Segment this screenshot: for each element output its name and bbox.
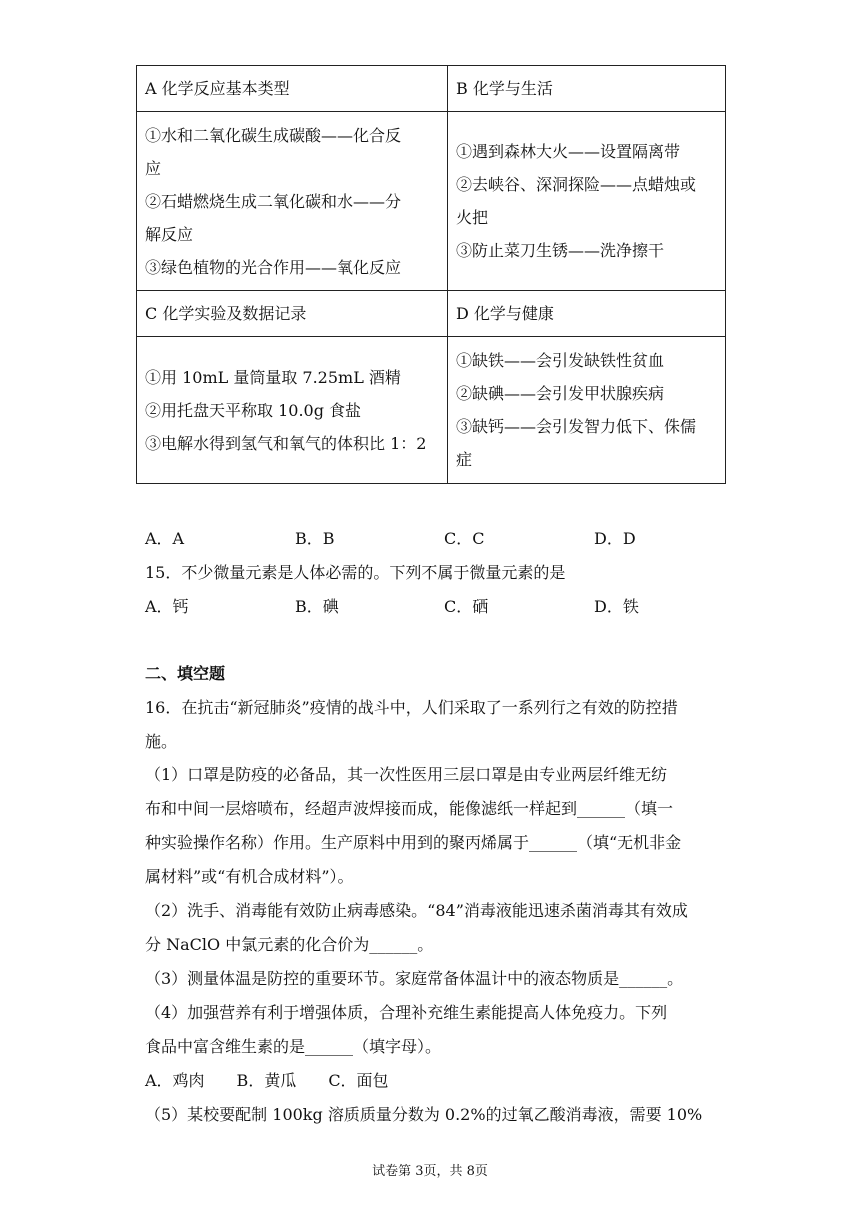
cell-b-line: ①遇到森林大火——设置隔离带: [456, 142, 681, 161]
cell-b-line: ③防止菜刀生锈——洗净擦干: [456, 241, 665, 260]
cell-d-line: ③缺钙——会引发智力低下、侏儒: [456, 417, 697, 436]
section-title: 二、填空题: [145, 664, 226, 683]
cell-c-body: [137, 337, 448, 484]
cell-d-line: ②缺碘——会引发甲状腺疾病: [456, 384, 665, 403]
cell-c-line: ③电解水得到氢气和氧气的体积比 1：2: [145, 433, 427, 453]
cell-c-line: ①用 10mL 量筒量取 7.25mL 酒精: [145, 367, 401, 387]
cell-b-line: ②去峡谷、深洞探险——点蜡烛或: [456, 175, 697, 194]
cell-d-line: ①缺铁——会引发缺铁性贫血: [456, 351, 665, 370]
cell-a-line: ③绿色植物的光合作用——氧化反应: [145, 257, 402, 277]
option-c: C．硒: [444, 597, 489, 616]
question-14-table: [136, 65, 726, 484]
option-b: B．碘: [295, 597, 339, 616]
q16-line: （5）某校要配制 100kg 溶质质量分数为 0.2%的过氧乙酸消毒液，需要 10%: [145, 1105, 703, 1124]
option-a: A．A: [145, 529, 185, 548]
q16-line: 分 NaClO 中氯元素的化合价为______。: [145, 935, 434, 954]
q16-line: 种实验操作名称）作用。生产原料中用到的聚丙烯属于______（填“无机非金: [145, 833, 682, 852]
page-footer: 试卷第 3页，共 8页: [372, 1164, 488, 1179]
q16-line: 属材料”或“有机合成材料”）。: [145, 867, 354, 886]
option-d: D．铁: [594, 597, 639, 616]
cell-a-header: A 化学反应基本类型: [137, 66, 448, 112]
cell-a-line: 应: [145, 158, 162, 178]
cell-b-header: B 化学与生活: [448, 66, 726, 112]
cell-d-body: [448, 337, 726, 484]
q16-line: （1）口罩是防疫的必备品，其一次性医用三层口罩是由专业两层纤维无纺: [145, 765, 668, 784]
q16-line: （2）洗手、消毒能有效防止病毒感染。“84”消毒液能迅速杀菌消毒其有效成: [145, 901, 688, 920]
cell-c-header: C 化学实验及数据记录: [137, 291, 448, 337]
cell-c-line: ②用托盘天平称取 10.0g 食盐: [145, 400, 362, 420]
option-a: A．钙: [145, 597, 189, 616]
option-b: B．B: [295, 529, 335, 548]
option-c: C．C: [444, 529, 485, 548]
q15-stem: 15．不少微量元素是人体必需的。下列不属于微量元素的是: [145, 563, 566, 582]
q16-line: 食品中富含维生素的是______（填字母）。: [145, 1037, 442, 1056]
cell-a-line: ②石蜡燃烧生成二氧化碳和水——分: [145, 191, 402, 211]
cell-d-line: 症: [456, 450, 473, 469]
q16-line: A．鸡肉 B．黄瓜 C．面包: [145, 1071, 389, 1090]
q16-line: 16．在抗击“新冠肺炎”疫情的战斗中，人们采取了一系列行之有效的防控措: [145, 698, 678, 717]
q16-line: 施。: [145, 732, 178, 751]
cell-d-header: D 化学与健康: [448, 291, 726, 337]
q16-line: （4）加强营养有利于增强体质，合理补充维生素能提高人体免疫力。下列: [145, 1003, 668, 1022]
cell-b-line: 火把: [456, 208, 489, 227]
cell-a-line: 解反应: [145, 224, 194, 244]
q16-line: （3）测量体温是防控的重要环节。家庭常备体温计中的液态物质是______。: [145, 969, 684, 988]
q16-line: 布和中间一层熔喷布，经超声波焊接而成，能像滤纸一样起到______（填一: [145, 799, 674, 818]
cell-a-line: ①水和二氧化碳生成碳酸——化合反: [145, 125, 402, 145]
option-d: D．D: [594, 529, 636, 548]
cell-a-body: [137, 112, 448, 291]
cell-b-body: [448, 112, 726, 291]
